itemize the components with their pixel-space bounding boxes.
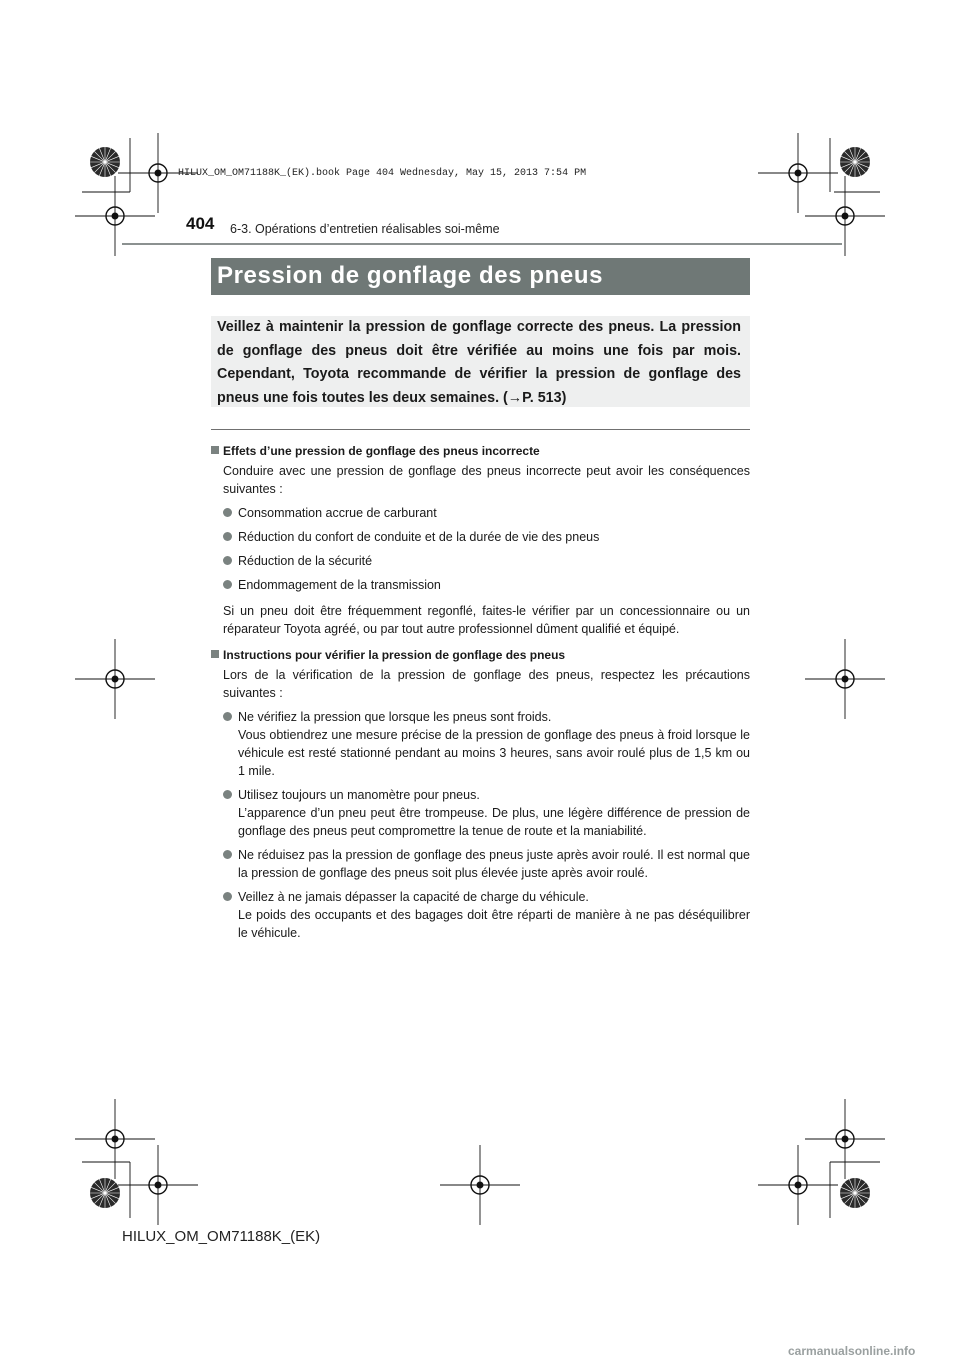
paragraph: Si un pneu doit être fréquemment regonflé, faites-le vérifier par un concessionnaire ou un réparateur Toyota agréé, ou par tout autre professionnel dûment qualifié et équipé. — [223, 604, 750, 636]
list-item: Réduction du confort de conduite et de la durée de vie des pneus — [223, 528, 750, 546]
list-item — [223, 846, 750, 882]
list-item — [223, 786, 750, 840]
section-label: 6-3. Opérations d’entretien réalisables soi-même — [230, 222, 500, 236]
list-item: Consommation accrue de carburant — [223, 504, 750, 522]
list-item: Endommagement de la transmission — [223, 576, 750, 594]
section-heading: Instructions pour vérifier la pression de gonflage des pneus — [211, 646, 750, 664]
page-title: Pression de gonflage des pneus — [217, 262, 604, 289]
body-divider — [211, 429, 750, 430]
footer-manual-code: HILUX_OM_OM71188K_(EK) — [122, 1228, 321, 1245]
list-item-title: Ne réduisez pas la pression de gonflage des pneus juste après avoir roulé. Il est normal que la pression de gonflage des pneus soit plus élevée juste après avoir roulé. — [238, 848, 750, 880]
list-item-title: Ne vérifiez la pression que lorsque les pneus sont froids. — [238, 710, 552, 724]
section-heading: Effets d’une pression de gonflage des pneus incorrecte — [211, 442, 750, 460]
paragraph: Lors de la vérification de la pression de gonflage des pneus, respectez les précautions suivantes : — [223, 668, 750, 700]
list-item-text: Le poids des occupants et des bagages doit être réparti de manière à ne pas déséquilibrer le véhicule. — [238, 908, 750, 940]
paragraph: Conduire avec une pression de gonflage des pneus incorrecte peut avoir les conséquences suivantes : — [223, 464, 750, 496]
intro-box — [211, 316, 750, 407]
color-burst-mark — [90, 147, 120, 177]
list-item — [223, 888, 750, 942]
list-item-text: L’apparence d’un pneu peut être trompeuse. De plus, une légère différence de pression de gonflage des pneus peut compromettre la tenue de route et la maniabilité. — [238, 806, 750, 838]
book-file-stamp: HILUX_OM_OM71188K_(EK).book Page 404 Wednesday, May 15, 2013 7:54 PM — [178, 168, 587, 179]
list-item-title: Utilisez toujours un manomètre pour pneus. — [238, 788, 480, 802]
list-item: Réduction de la sécurité — [223, 552, 750, 570]
content-body — [211, 442, 750, 942]
site-watermark: carmanualsonline.info — [788, 1344, 916, 1358]
header-divider — [122, 243, 842, 245]
page-number: 404 — [186, 214, 215, 233]
list-item — [223, 708, 750, 780]
list-item-title: Veillez à ne jamais dépasser la capacité de charge du véhicule. — [238, 890, 589, 904]
intro-text: Veillez à maintenir la pression de gonflage correcte des pneus. La pression de gonflage des pneus doit être vérifiée au moins une fois par mois. Cependant, Toyota recommande de vérifier la pression de gonflage des pneus une fois toutes les deux semaines. (→P. 513) — [217, 319, 741, 406]
page-title-band — [211, 258, 750, 295]
list-item-text: Vous obtiendrez une mesure précise de la pression de gonflage des pneus à froid lorsque le véhicule est resté stationné pendant au moins 3 heures, sans avoir roulé plus de 1,5 km ou 1 mile. — [238, 728, 750, 778]
